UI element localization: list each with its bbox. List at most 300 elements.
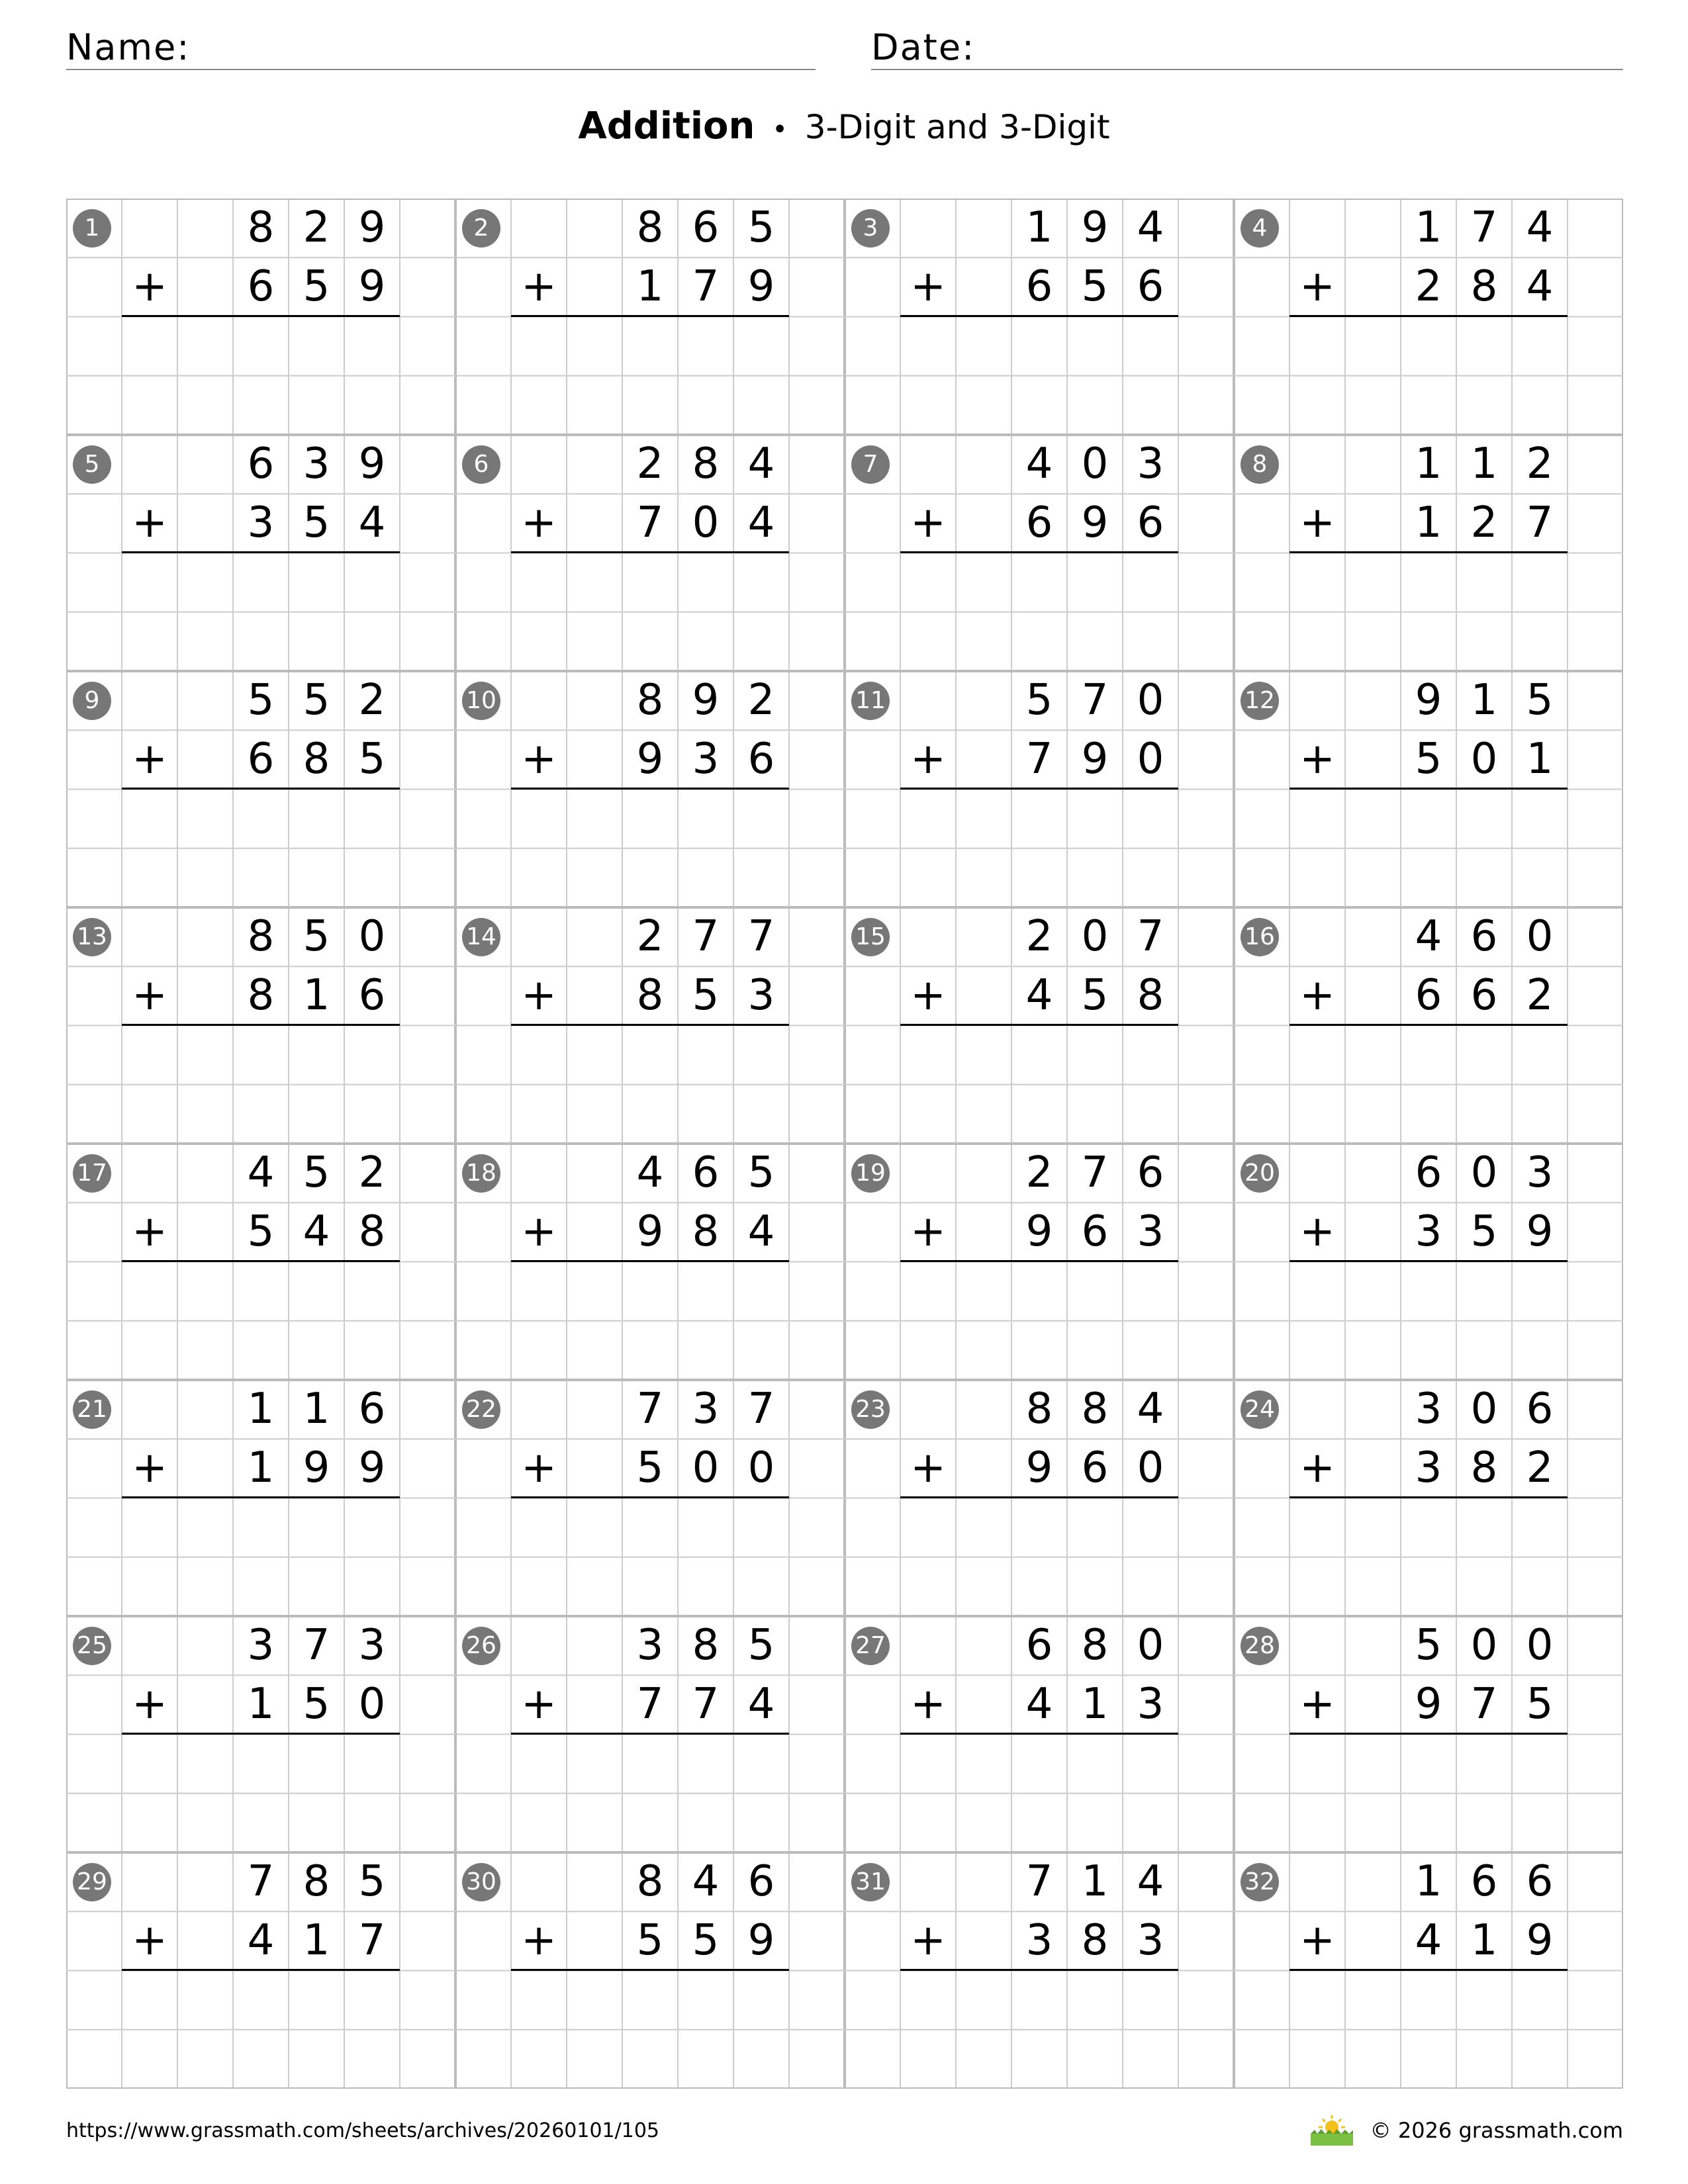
answer-line xyxy=(122,551,400,553)
addend-bottom-digit: 5 xyxy=(636,1443,664,1492)
addend-bottom-digit: 9 xyxy=(747,262,775,311)
addend-bottom-digit: 5 xyxy=(1470,1207,1498,1256)
addend-bottom-digit: 6 xyxy=(1081,1207,1109,1256)
answer-line xyxy=(511,1969,789,1971)
answer-line xyxy=(1289,1260,1568,1262)
problem-10 xyxy=(455,671,845,907)
answer-line xyxy=(122,788,400,790)
problem-29 xyxy=(66,1852,455,2089)
addend-bottom-digit: 7 xyxy=(1025,735,1053,784)
answer-line xyxy=(1289,788,1568,790)
date-field[interactable] xyxy=(871,26,1623,70)
addend-top-digit: 8 xyxy=(247,203,275,252)
problem-number-badge: 1 xyxy=(73,209,111,248)
addend-bottom-digit: 0 xyxy=(692,1443,720,1492)
problem-15 xyxy=(845,907,1234,1144)
addend-top-digit: 7 xyxy=(303,1621,330,1670)
answer-line xyxy=(122,1260,400,1262)
addend-bottom-digit: 8 xyxy=(303,735,330,784)
addend-bottom-digit: 2 xyxy=(1470,498,1498,547)
addend-bottom-digit: 8 xyxy=(636,971,664,1020)
problem-number-badge: 15 xyxy=(851,918,890,956)
addend-bottom-digit: 5 xyxy=(1526,1680,1554,1729)
problem-6 xyxy=(455,435,845,671)
addend-top-digit: 8 xyxy=(303,1857,330,1906)
addend-bottom-digit: 3 xyxy=(1137,1916,1164,1965)
plus-sign: + xyxy=(521,1680,557,1729)
addend-bottom-digit: 4 xyxy=(747,498,775,547)
answer-line xyxy=(122,1733,400,1735)
plus-sign: + xyxy=(910,1207,946,1256)
answer-line xyxy=(511,1496,789,1498)
problem-3 xyxy=(845,199,1234,435)
addend-bottom-digit: 4 xyxy=(747,1680,775,1729)
problem-19 xyxy=(845,1144,1234,1380)
addend-top-digit: 1 xyxy=(1470,439,1498,488)
problem-5 xyxy=(66,435,455,671)
addend-top-digit: 6 xyxy=(1526,1857,1554,1906)
plus-sign: + xyxy=(910,1916,946,1965)
addend-bottom-digit: 9 xyxy=(747,1916,775,1965)
addend-bottom-digit: 6 xyxy=(1025,262,1053,311)
problem-number-badge: 25 xyxy=(73,1627,111,1665)
addend-bottom-digit: 5 xyxy=(303,1680,330,1729)
addend-bottom-digit: 3 xyxy=(1415,1207,1442,1256)
addend-bottom-digit: 9 xyxy=(1415,1680,1442,1729)
addend-bottom-digit: 1 xyxy=(303,1916,330,1965)
plus-sign: + xyxy=(910,498,946,547)
addend-top-digit: 9 xyxy=(1415,676,1442,725)
addend-top-digit: 7 xyxy=(1137,912,1164,961)
answer-line xyxy=(900,1496,1178,1498)
footer-copyright: © 2026 grassmath.com xyxy=(1370,2118,1623,2143)
addend-bottom-digit: 2 xyxy=(1526,971,1554,1020)
addend-bottom-digit: 5 xyxy=(358,735,386,784)
problem-32 xyxy=(1234,1852,1623,2089)
plus-sign: + xyxy=(910,971,946,1020)
addend-top-digit: 2 xyxy=(636,912,664,961)
problem-4 xyxy=(1234,199,1623,435)
plus-sign: + xyxy=(521,1207,557,1256)
addend-bottom-digit: 3 xyxy=(692,735,720,784)
plus-sign: + xyxy=(910,262,946,311)
addend-top-digit: 5 xyxy=(1526,676,1554,725)
problem-number-badge: 12 xyxy=(1241,682,1279,720)
plus-sign: + xyxy=(1299,1443,1335,1492)
problem-number-badge: 4 xyxy=(1241,209,1279,248)
addend-bottom-digit: 6 xyxy=(247,262,275,311)
problem-number-badge: 24 xyxy=(1241,1390,1279,1429)
addend-top-digit: 3 xyxy=(303,439,330,488)
problem-number-badge: 11 xyxy=(851,682,890,720)
problem-number-badge: 29 xyxy=(73,1863,111,1901)
problems-area xyxy=(66,199,1623,2089)
addend-bottom-digit: 1 xyxy=(636,262,664,311)
addend-top-digit: 9 xyxy=(358,439,386,488)
addend-top-digit: 2 xyxy=(358,676,386,725)
addend-top-digit: 8 xyxy=(1081,1621,1109,1670)
problem-number-badge: 6 xyxy=(462,445,500,484)
addend-top-digit: 7 xyxy=(747,1385,775,1433)
addend-top-digit: 7 xyxy=(1470,203,1498,252)
addend-top-digit: 7 xyxy=(1025,1857,1053,1906)
problem-number-badge: 8 xyxy=(1241,445,1279,484)
addend-bottom-digit: 4 xyxy=(1415,1916,1442,1965)
addend-top-digit: 5 xyxy=(303,676,330,725)
addend-bottom-digit: 9 xyxy=(1081,735,1109,784)
addend-top-digit: 4 xyxy=(1137,203,1164,252)
addend-top-digit: 7 xyxy=(1081,1148,1109,1197)
addend-bottom-digit: 8 xyxy=(1470,1443,1498,1492)
addend-bottom-digit: 4 xyxy=(1526,262,1554,311)
addend-top-digit: 9 xyxy=(692,676,720,725)
addend-top-digit: 5 xyxy=(303,1148,330,1197)
addend-bottom-digit: 1 xyxy=(1081,1680,1109,1729)
addend-bottom-digit: 8 xyxy=(1137,971,1164,1020)
answer-line xyxy=(900,1024,1178,1026)
addend-bottom-digit: 7 xyxy=(636,1680,664,1729)
addend-bottom-digit: 5 xyxy=(303,498,330,547)
answer-line xyxy=(511,551,789,553)
addend-top-digit: 7 xyxy=(247,1857,275,1906)
problem-2 xyxy=(455,199,845,435)
addend-top-digit: 4 xyxy=(692,1857,720,1906)
plus-sign: + xyxy=(1299,498,1335,547)
problem-20 xyxy=(1234,1144,1623,1380)
addend-bottom-digit: 0 xyxy=(692,498,720,547)
answer-line xyxy=(511,788,789,790)
plus-sign: + xyxy=(132,1207,167,1256)
problem-28 xyxy=(1234,1616,1623,1852)
addend-top-digit: 2 xyxy=(1025,1148,1053,1197)
title-subtitle: 3-Digit and 3-Digit xyxy=(804,108,1110,146)
addend-bottom-digit: 3 xyxy=(747,971,775,1020)
addend-bottom-digit: 9 xyxy=(636,1207,664,1256)
plus-sign: + xyxy=(1299,262,1335,311)
addend-bottom-digit: 1 xyxy=(1415,498,1442,547)
plus-sign: + xyxy=(1299,1207,1335,1256)
problem-21 xyxy=(66,1380,455,1616)
addend-bottom-digit: 2 xyxy=(1526,1443,1554,1492)
addend-top-digit: 3 xyxy=(692,1385,720,1433)
addend-top-digit: 5 xyxy=(747,1148,775,1197)
addend-top-digit: 0 xyxy=(358,912,386,961)
plus-sign: + xyxy=(521,498,557,547)
addend-bottom-digit: 6 xyxy=(747,735,775,784)
addend-top-digit: 0 xyxy=(1137,1621,1164,1670)
problem-number-badge: 2 xyxy=(462,209,500,248)
answer-line xyxy=(900,788,1178,790)
footer-url: https://www.grassmath.com/sheets/archives/20260101/105 xyxy=(66,2119,660,2142)
addend-top-digit: 8 xyxy=(247,912,275,961)
addend-bottom-digit: 9 xyxy=(1081,498,1109,547)
answer-line xyxy=(511,1733,789,1735)
addend-bottom-digit: 8 xyxy=(1081,1916,1109,1965)
addend-bottom-digit: 1 xyxy=(247,1443,275,1492)
addend-bottom-digit: 6 xyxy=(358,971,386,1020)
addend-top-digit: 5 xyxy=(358,1857,386,1906)
problem-26 xyxy=(455,1616,845,1852)
grass-sun-logo-icon xyxy=(1308,2113,1356,2148)
addend-bottom-digit: 7 xyxy=(692,1680,720,1729)
addend-top-digit: 1 xyxy=(247,1385,275,1433)
addend-bottom-digit: 3 xyxy=(1415,1443,1442,1492)
plus-sign: + xyxy=(1299,971,1335,1020)
addend-top-digit: 1 xyxy=(1081,1857,1109,1906)
problem-12 xyxy=(1234,671,1623,907)
plus-sign: + xyxy=(521,735,557,784)
addend-top-digit: 2 xyxy=(358,1148,386,1197)
addend-top-digit: 5 xyxy=(303,912,330,961)
problem-number-badge: 26 xyxy=(462,1627,500,1665)
problem-number-badge: 20 xyxy=(1241,1154,1279,1193)
addend-bottom-digit: 8 xyxy=(692,1207,720,1256)
addend-bottom-digit: 1 xyxy=(1526,735,1554,784)
plus-sign: + xyxy=(1299,735,1335,784)
answer-line xyxy=(1289,315,1568,317)
addend-top-digit: 1 xyxy=(303,1385,330,1433)
addend-bottom-digit: 6 xyxy=(1025,498,1053,547)
addend-bottom-digit: 8 xyxy=(1470,262,1498,311)
answer-line xyxy=(122,1496,400,1498)
problem-number-badge: 17 xyxy=(73,1154,111,1193)
addend-top-digit: 5 xyxy=(1025,676,1053,725)
addend-top-digit: 8 xyxy=(636,676,664,725)
problem-number-badge: 30 xyxy=(462,1863,500,1901)
addend-bottom-digit: 4 xyxy=(747,1207,775,1256)
addend-bottom-digit: 4 xyxy=(358,498,386,547)
problem-number-badge: 9 xyxy=(73,682,111,720)
problem-number-badge: 10 xyxy=(462,682,500,720)
answer-line xyxy=(900,315,1178,317)
plus-sign: + xyxy=(132,1916,167,1965)
problem-number-badge: 14 xyxy=(462,918,500,956)
problem-1 xyxy=(66,199,455,435)
plus-sign: + xyxy=(910,1680,946,1729)
addend-top-digit: 8 xyxy=(1081,1385,1109,1433)
addend-top-digit: 8 xyxy=(1025,1385,1053,1433)
date-label: Date: xyxy=(871,26,976,68)
addend-top-digit: 8 xyxy=(636,1857,664,1906)
plus-sign: + xyxy=(1299,1680,1335,1729)
addend-top-digit: 4 xyxy=(1025,439,1053,488)
addend-top-digit: 6 xyxy=(692,203,720,252)
addend-bottom-digit: 3 xyxy=(1137,1680,1164,1729)
addend-top-digit: 0 xyxy=(1526,912,1554,961)
problem-number-badge: 21 xyxy=(73,1390,111,1429)
problem-number-badge: 31 xyxy=(851,1863,890,1901)
addend-bottom-digit: 5 xyxy=(692,1916,720,1965)
addend-bottom-digit: 9 xyxy=(1526,1916,1554,1965)
addend-top-digit: 4 xyxy=(636,1148,664,1197)
addend-bottom-digit: 0 xyxy=(1137,1443,1164,1492)
addend-bottom-digit: 5 xyxy=(1081,971,1109,1020)
plus-sign: + xyxy=(132,971,167,1020)
answer-line xyxy=(122,1969,400,1971)
problem-number-badge: 19 xyxy=(851,1154,890,1193)
addend-top-digit: 6 xyxy=(1137,1148,1164,1197)
addend-top-digit: 6 xyxy=(1025,1621,1053,1670)
answer-line xyxy=(122,315,400,317)
addend-bottom-digit: 7 xyxy=(1526,498,1554,547)
addend-top-digit: 0 xyxy=(1470,1621,1498,1670)
addend-top-digit: 3 xyxy=(1415,1385,1442,1433)
answer-line xyxy=(900,1969,1178,1971)
addend-top-digit: 9 xyxy=(1081,203,1109,252)
problem-25 xyxy=(66,1616,455,1852)
addend-top-digit: 8 xyxy=(692,439,720,488)
answer-line xyxy=(900,1260,1178,1262)
addend-top-digit: 4 xyxy=(747,439,775,488)
answer-line xyxy=(1289,1024,1568,1026)
addend-bottom-digit: 7 xyxy=(1470,1680,1498,1729)
problem-17 xyxy=(66,1144,455,1380)
addend-bottom-digit: 5 xyxy=(247,1207,275,1256)
footer-branding xyxy=(1308,2113,1623,2148)
addend-top-digit: 6 xyxy=(358,1385,386,1433)
answer-line xyxy=(511,1024,789,1026)
addend-top-digit: 3 xyxy=(636,1621,664,1670)
addend-top-digit: 5 xyxy=(247,676,275,725)
addend-top-digit: 9 xyxy=(358,203,386,252)
addend-bottom-digit: 4 xyxy=(247,1916,275,1965)
addend-bottom-digit: 9 xyxy=(303,1443,330,1492)
addend-bottom-digit: 6 xyxy=(1081,1443,1109,1492)
problem-23 xyxy=(845,1380,1234,1616)
answer-line xyxy=(900,1733,1178,1735)
addend-bottom-digit: 7 xyxy=(692,262,720,311)
plus-sign: + xyxy=(132,735,167,784)
problem-number-badge: 23 xyxy=(851,1390,890,1429)
addend-top-digit: 7 xyxy=(747,912,775,961)
plus-sign: + xyxy=(132,1443,167,1492)
addend-top-digit: 6 xyxy=(1470,912,1498,961)
addend-bottom-digit: 1 xyxy=(303,971,330,1020)
addend-bottom-digit: 6 xyxy=(1137,262,1164,311)
addend-bottom-digit: 3 xyxy=(247,498,275,547)
problem-18 xyxy=(455,1144,845,1380)
addend-bottom-digit: 2 xyxy=(1415,262,1442,311)
answer-line xyxy=(900,551,1178,553)
answer-line xyxy=(511,315,789,317)
plus-sign: + xyxy=(521,1916,557,1965)
addend-top-digit: 2 xyxy=(1025,912,1053,961)
addend-bottom-digit: 5 xyxy=(1415,735,1442,784)
addend-top-digit: 4 xyxy=(1415,912,1442,961)
addend-top-digit: 3 xyxy=(1526,1148,1554,1197)
addend-bottom-digit: 6 xyxy=(1137,498,1164,547)
title-separator: • xyxy=(772,114,788,145)
addend-bottom-digit: 0 xyxy=(1470,735,1498,784)
addend-top-digit: 3 xyxy=(358,1621,386,1670)
plus-sign: + xyxy=(521,262,557,311)
addend-top-digit: 0 xyxy=(1137,676,1164,725)
addend-bottom-digit: 7 xyxy=(636,498,664,547)
addend-top-digit: 6 xyxy=(692,1148,720,1197)
addend-top-digit: 0 xyxy=(1081,912,1109,961)
addend-bottom-digit: 9 xyxy=(1025,1443,1053,1492)
addend-bottom-digit: 5 xyxy=(692,971,720,1020)
answer-line xyxy=(122,1024,400,1026)
problem-30 xyxy=(455,1852,845,2089)
plus-sign: + xyxy=(521,971,557,1020)
plus-sign: + xyxy=(132,498,167,547)
addend-bottom-digit: 4 xyxy=(1025,1680,1053,1729)
addend-bottom-digit: 7 xyxy=(358,1916,386,1965)
problem-22 xyxy=(455,1380,845,1616)
problem-11 xyxy=(845,671,1234,907)
addend-top-digit: 7 xyxy=(692,912,720,961)
problem-7 xyxy=(845,435,1234,671)
addend-top-digit: 5 xyxy=(1415,1621,1442,1670)
plus-sign: + xyxy=(132,262,167,311)
problem-number-badge: 16 xyxy=(1241,918,1279,956)
addend-top-digit: 8 xyxy=(636,203,664,252)
problem-13 xyxy=(66,907,455,1144)
addend-top-digit: 1 xyxy=(1415,1857,1442,1906)
addend-top-digit: 4 xyxy=(1526,203,1554,252)
plus-sign: + xyxy=(910,1443,946,1492)
plus-sign: + xyxy=(132,1680,167,1729)
addend-top-digit: 6 xyxy=(247,439,275,488)
addend-top-digit: 5 xyxy=(747,203,775,252)
problem-14 xyxy=(455,907,845,1144)
problem-number-badge: 27 xyxy=(851,1627,890,1665)
addend-top-digit: 6 xyxy=(747,1857,775,1906)
addend-top-digit: 0 xyxy=(1470,1385,1498,1433)
addend-top-digit: 4 xyxy=(1137,1857,1164,1906)
addend-bottom-digit: 5 xyxy=(1081,262,1109,311)
problem-27 xyxy=(845,1616,1234,1852)
problem-16 xyxy=(1234,907,1623,1144)
problem-8 xyxy=(1234,435,1623,671)
name-field[interactable] xyxy=(66,26,816,70)
problem-number-badge: 28 xyxy=(1241,1627,1279,1665)
problem-number-badge: 18 xyxy=(462,1154,500,1193)
addend-bottom-digit: 3 xyxy=(1137,1207,1164,1256)
addend-top-digit: 6 xyxy=(1526,1385,1554,1433)
addend-top-digit: 1 xyxy=(1470,676,1498,725)
addend-top-digit: 2 xyxy=(1526,439,1554,488)
plus-sign: + xyxy=(910,735,946,784)
name-label: Name: xyxy=(66,26,191,68)
addend-top-digit: 7 xyxy=(1081,676,1109,725)
problem-31 xyxy=(845,1852,1234,2089)
plus-sign: + xyxy=(521,1443,557,1492)
answer-line xyxy=(1289,1733,1568,1735)
addend-top-digit: 3 xyxy=(1137,439,1164,488)
addend-top-digit: 2 xyxy=(747,676,775,725)
addend-bottom-digit: 4 xyxy=(303,1207,330,1256)
addend-bottom-digit: 8 xyxy=(358,1207,386,1256)
addend-top-digit: 0 xyxy=(1526,1621,1554,1670)
addend-top-digit: 6 xyxy=(1470,1857,1498,1906)
addend-bottom-digit: 5 xyxy=(636,1916,664,1965)
addend-bottom-digit: 4 xyxy=(1025,971,1053,1020)
addend-bottom-digit: 9 xyxy=(358,262,386,311)
addend-bottom-digit: 0 xyxy=(747,1443,775,1492)
addend-top-digit: 2 xyxy=(303,203,330,252)
addend-bottom-digit: 8 xyxy=(247,971,275,1020)
plus-sign: + xyxy=(1299,1916,1335,1965)
addend-bottom-digit: 9 xyxy=(636,735,664,784)
addend-top-digit: 4 xyxy=(247,1148,275,1197)
title-main: Addition xyxy=(578,105,755,148)
problem-number-badge: 22 xyxy=(462,1390,500,1429)
answer-line xyxy=(1289,1969,1568,1971)
problem-24 xyxy=(1234,1380,1623,1616)
addend-bottom-digit: 9 xyxy=(1526,1207,1554,1256)
